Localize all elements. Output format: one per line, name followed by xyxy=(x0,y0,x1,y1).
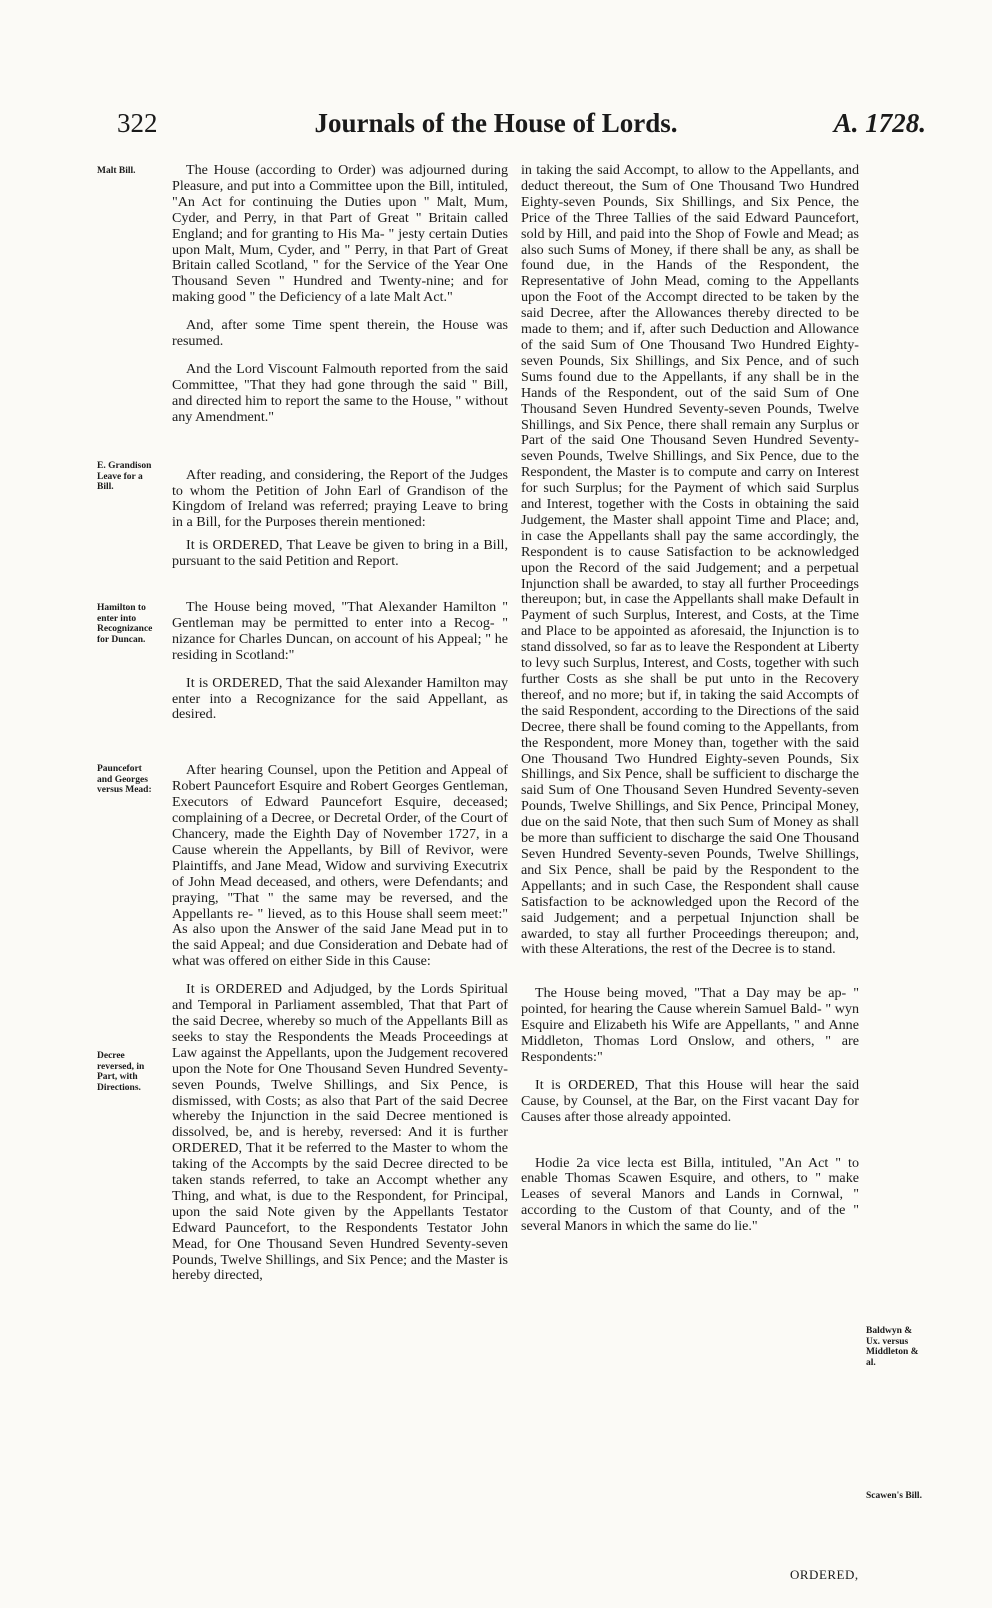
paragraph-pauncefort-appeal: After hearing Counsel, upon the Petition and Appeal of Robert Pauncefort Esquire and Robert Georges Gentleman, Executors of Edward Pauncefort Esquire, deceased; complaining of a Decree, or Decretal Order, of the Court of Chancery, made the Eighth Day of November 1727, in a Cause wherein the Appellants, by Bill of Revivor, were Plaintiffs, and Jane Mead, Widow and surviving Executrix of John Mead deceased, and others, were Defendants; and praying, "That " the same may be reversed, and the Appellants re- " lieved, as to this House shall seem meet:" As also upon the Answer of the said Jane Mead put in to the said Appeal; and due Consideration and Debate had of what was offered on either Side in this Cause: xyxy=(172,762,508,970)
paragraph-malt-committee: The House (according to Order) was adjourned during Pleasure, and put into a Committee upon the Bill, intituled, "An Act for continuing the Duties upon " Malt, Mum, Cyder, and Perry, in that Part of Great " Britain called England; and for granting to His Ma- " jesty certain Duties upon Malt, Mum, Cyder, and " Perry, in that Part of Great Britain called Scotland, " for the Service of the Year One Thousand Seven " Hundred and Twenty-nine; and for making good " the Deficiency of a late Malt Act." xyxy=(172,162,508,306)
paragraph-accompt-directions: in taking the said Accompt, to allow to the Appellants, and deduct thereout, the Sum of One Thousand Two Hundred Eighty-seven Pounds, Six Shillings, and Six Pence, the Price of the Three Tallies of the said Edward Pauncefort, sold by Hill, and paid into the Shop of Fowle and Mead; as also such Sums of Money, if there shall be any, as shall be found due, in the Hands of the Respondent, the Representative of John Mead, coming to the Appellants upon the Foot of the Accompt directed to be taken by the said Decree, after the Allowances thereby directed to be made to them; and if, after such Deduction and Allowance of the said Sum of One Thousand Two Hundred Eighty-seven Pounds, Six Shillings, and Six Pence, and of such Sums found due to the Appellants, if any shall be in the Hands of the Respondent, out of the said Sum of One Thousand Seven Hundred Seventy-seven Pounds, Twelve Shillings, and Six Pence, there shall remain any Surplus or Part of the said One Thousand Seven Hundred Seventy-seven Pounds, Twelve Shillings, and Six Pence, due to the Respondent, the Master is to compute and carry on Interest for such Surplus; for the Payment of which said Surplus and Interest, together with the Costs in obtaining the said Judgement, the Master shall appoint Time and Place; and, in case the Appellants shall pay the same accordingly, the Respondent is to cause Satisfaction to be acknowledged upon the Record of the said Judgement; and a perpetual Injunction shall be awarded, to stay all further Proceedings thereupon; but, in case the Appellants shall make Default in Payment of such Surplus, Interest, and Costs, at the Time and Place to be appointed as aforesaid, the Injunction is to stand dissolved, so far as to leave the Respondent at Liberty to levy such Surplus, Interest, and Costs, together with such further Costs as she shall be put unto in the Recovery thereof, and no more; but if, in taking the said Accompts of the said Respondent, according to the Directions of the said Decree, there shall be found coming to the Appellants, from the Respondent, more Money than, together with the said One Thousand Two Hundred Eighty-seven Pounds, Six Shillings, and Six Pence, shall be sufficient to discharge the said Sum of One Thousand Seven Hundred Seventy-seven Pounds, Twelve Shillings, and Six Pence, Principal Money, due on the said Note, that then such Sum of Money as shall be more than sufficient to discharge the said One Thousand Seven Hundred Seventy-seven Pounds, Twelve Shillings, and Six Pence, shall be paid by the Respondent to the Appellants; and in such Case, the Respondent shall cause Satisfaction to be acknowledged upon the Record of the said Judgement; and a perpetual Injunction shall be awarded, to stay all further Proceedings thereupon; and, with these Alterations, the rest of the Decree is to stand. xyxy=(521,162,859,958)
journal-title: Journals of the House of Lords. xyxy=(314,108,678,138)
paragraph-house-resumed: And, after some Time spent therein, the House was resumed. xyxy=(172,317,508,350)
year-label: A. 1728. xyxy=(833,108,926,138)
margin-note-malt-bill: Malt Bill. xyxy=(97,166,136,176)
margin-note-hamilton: Hamilton to enter into Recognizance for Duncan. xyxy=(97,603,153,645)
paragraph-decree-order: It is ORDERED and Adjudged, by the Lords Spiritual and Temporal in Parliament assembled, That that Part of the said Decree, whereby so much of the Appellants Bill as seeks to stay the Respondents the Meads Proceedings at Law against the Appellants, upon the Judgement recovered upon the Note for One Thousand Seven Hundred Seventy-seven Pounds, Twelve Shillings, and Six Pence, is dismissed, with Costs; as also that Part of the said Decree whereby the Injunction in the said Decree mentioned is dissolved, be, and is hereby, reversed: And it is further ORDERED, That it be referred to the Master to whom the taking of the Accompts by the said Decree directed to be taken stands referred, to take an Accompt whether any Thing, and what, is due to the Respondent, for Principal, upon the said Note given by the Appellants Testator Edward Pauncefort, to the Respondents Testator John Mead, for One Thousand Seven Hundred Seventy-seven Pounds, Twelve Shillings, and Six Pence; and the Master is hereby directed, xyxy=(172,981,508,1284)
margin-note-decree: Decree reversed, in Part, with Directions. xyxy=(97,1051,145,1093)
catchword: ORDERED, xyxy=(790,1567,859,1582)
paragraph-hamilton-motion: The House being moved, "That Alexander Hamilton " Gentleman may be permitted to enter into a Recog- " nizance for Charles Duncan, on account of his Appeal; " he residing in Scotland:" xyxy=(172,599,508,663)
right-column xyxy=(521,163,859,1247)
margin-note-scawen: Scawen's Bill. xyxy=(866,1491,922,1501)
left-column xyxy=(172,163,508,1296)
page-number: 322 xyxy=(117,108,158,138)
page-header xyxy=(0,108,992,154)
margin-note-pauncefort: Pauncefort and Georges versus Mead: xyxy=(97,764,152,795)
margin-note-baldwyn: Baldwyn & Ux. versus Middleton & al. xyxy=(866,1326,919,1368)
paragraph-grandison-order: It is ORDERED, That Leave be given to bring in a Bill, pursuant to the said Petition and Report. xyxy=(172,537,508,570)
paragraph-scawen-bill: Hodie 2a vice lecta est Billa, intituled, "An Act " to enable Thomas Scawen Esquire, and others, to " make Leases of several Manors and Lands in Cornwal, " according to the Custom of that County, and of the " several Manors in which the same do lie." xyxy=(521,1154,859,1235)
paragraph-hamilton-order: It is ORDERED, That the said Alexander Hamilton may enter into a Recognizance for the said Appellant, as desired. xyxy=(172,674,508,723)
margin-note-grandison: E. Grandison Leave for a Bill. xyxy=(97,461,152,492)
paragraph-baldwyn-order: It is ORDERED, That this House will hear the said Cause, by Counsel, at the Bar, on the First vacant Day for Causes after those already appointed. xyxy=(521,1076,859,1125)
paragraph-falmouth-report: And the Lord Viscount Falmouth reported from the said Committee, "That they had gone through the said " Bill, and directed him to report the same to the House, " without any Amendment." xyxy=(172,360,508,425)
paragraph-baldwyn-motion: The House being moved, "That a Day may be ap- " pointed, for hearing the Cause wherein Samuel Bald- " wyn Esquire and Elizabeth his Wife are Appellants, " and Anne Middleton, Thomas Lord Onslow, and others, " are Respondents:" xyxy=(521,985,859,1065)
paragraph-grandison-petition: After reading, and considering, the Report of the Judges to whom the Petition of John Earl of Grandison of the Kingdom of Ireland was referred; praying Leave to bring in a Bill, for the Purposes therein mentioned: xyxy=(172,466,508,531)
